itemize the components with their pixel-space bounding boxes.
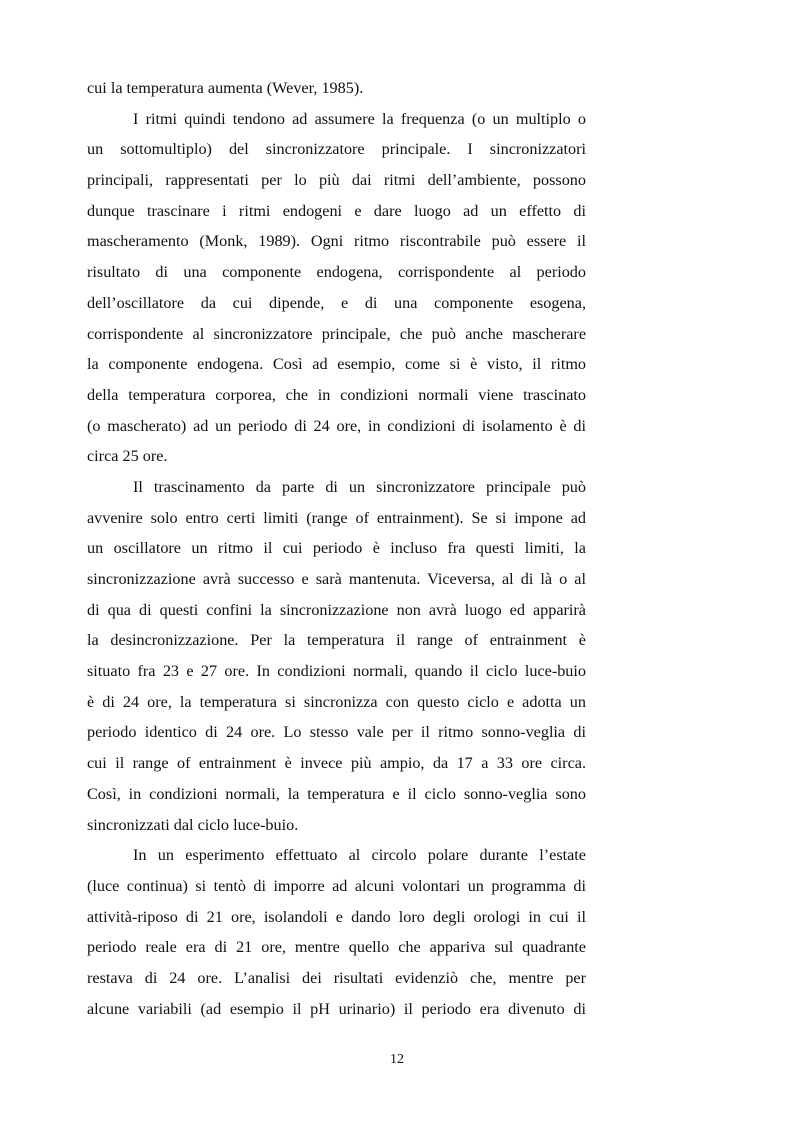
text-line: mascheramento (Monk, 1989). Ogni ritmo riscontrabile può essere il	[87, 232, 586, 251]
text-line: (o mascherato) ad un periodo di 24 ore, in condizioni di isolamento è di	[87, 416, 586, 435]
text-line: cui il range of entrainment è invece più ampio, da 17 a 33 ore circa.	[87, 754, 586, 773]
text-line: alcune variabili (ad esempio il pH urinario) il periodo era divenuto di	[87, 999, 586, 1018]
text-line: di qua di questi confini la sincronizzazione non avrà luogo ed apparirà	[87, 600, 586, 619]
text-line: risultato di una componente endogena, corrispondente al periodo	[87, 263, 586, 282]
text-line: periodo reale era di 21 ore, mentre quello che appariva sul quadrante	[87, 938, 586, 957]
text-line: restava di 24 ore. L’analisi dei risultati evidenziò che, mentre per	[87, 968, 586, 987]
text-line: I ritmi quindi tendono ad assumere la frequenza (o un multiplo o	[133, 109, 586, 128]
text-line: un sottomultiplo) del sincronizzatore principale. I sincronizzatori	[87, 140, 586, 159]
text-line: dunque trascinare i ritmi endogeni e dare luogo ad un effetto di	[87, 201, 586, 220]
text-line: sincronizzazione avrà successo e sarà mantenuta. Viceversa, al di là o al	[87, 570, 586, 588]
text-line: principali, rappresentati per lo più dai ritmi dell’ambiente, possono	[87, 171, 586, 190]
text-line: Il trascinamento da parte di un sincronizzatore principale può	[133, 477, 586, 496]
text-line: un oscillatore un ritmo il cui periodo è incluso fra questi limiti, la	[87, 539, 586, 558]
text-line: dell’oscillatore da cui dipende, e di una componente esogena,	[87, 293, 586, 312]
page-number: 12	[390, 1052, 404, 1067]
text-line: la componente endogena. Così ad esempio, come si è visto, il ritmo	[87, 355, 586, 374]
text-line: situato fra 23 e 27 ore. In condizioni normali, quando il ciclo luce-buio	[87, 662, 586, 681]
page-body	[87, 73, 586, 1024]
text-line: la desincronizzazione. Per la temperatura il range of entrainment è	[87, 631, 586, 650]
text-line: In un esperimento effettuato al circolo polare durante l’estate	[133, 846, 586, 865]
text-line: della temperatura corporea, che in condizioni normali viene trascinato	[87, 385, 586, 404]
text-line: attività-riposo di 21 ore, isolandoli e dando loro degli orologi in cui il	[87, 907, 586, 926]
text-line: sincronizzati dal ciclo luce-buio.	[87, 815, 299, 834]
text-line: avvenire solo entro certi limiti (range of entrainment). Se si impone ad	[87, 508, 586, 527]
text-line: Così, in condizioni normali, la temperatura e il ciclo sonno-veglia sono	[87, 784, 586, 803]
text-line: periodo identico di 24 ore. Lo stesso vale per il ritmo sonno-veglia di	[87, 723, 586, 742]
text-line: è di 24 ore, la temperatura si sincronizza con questo ciclo e adotta un	[87, 692, 586, 711]
text-line: cui la temperatura aumenta (Wever, 1985).	[87, 79, 364, 97]
text-line: corrispondente al sincronizzatore principale, che può anche mascherare	[87, 324, 586, 343]
text-line: (luce continua) si tentò di imporre ad alcuni volontari un programma di	[87, 876, 586, 895]
text-line: circa 25 ore.	[87, 447, 168, 466]
